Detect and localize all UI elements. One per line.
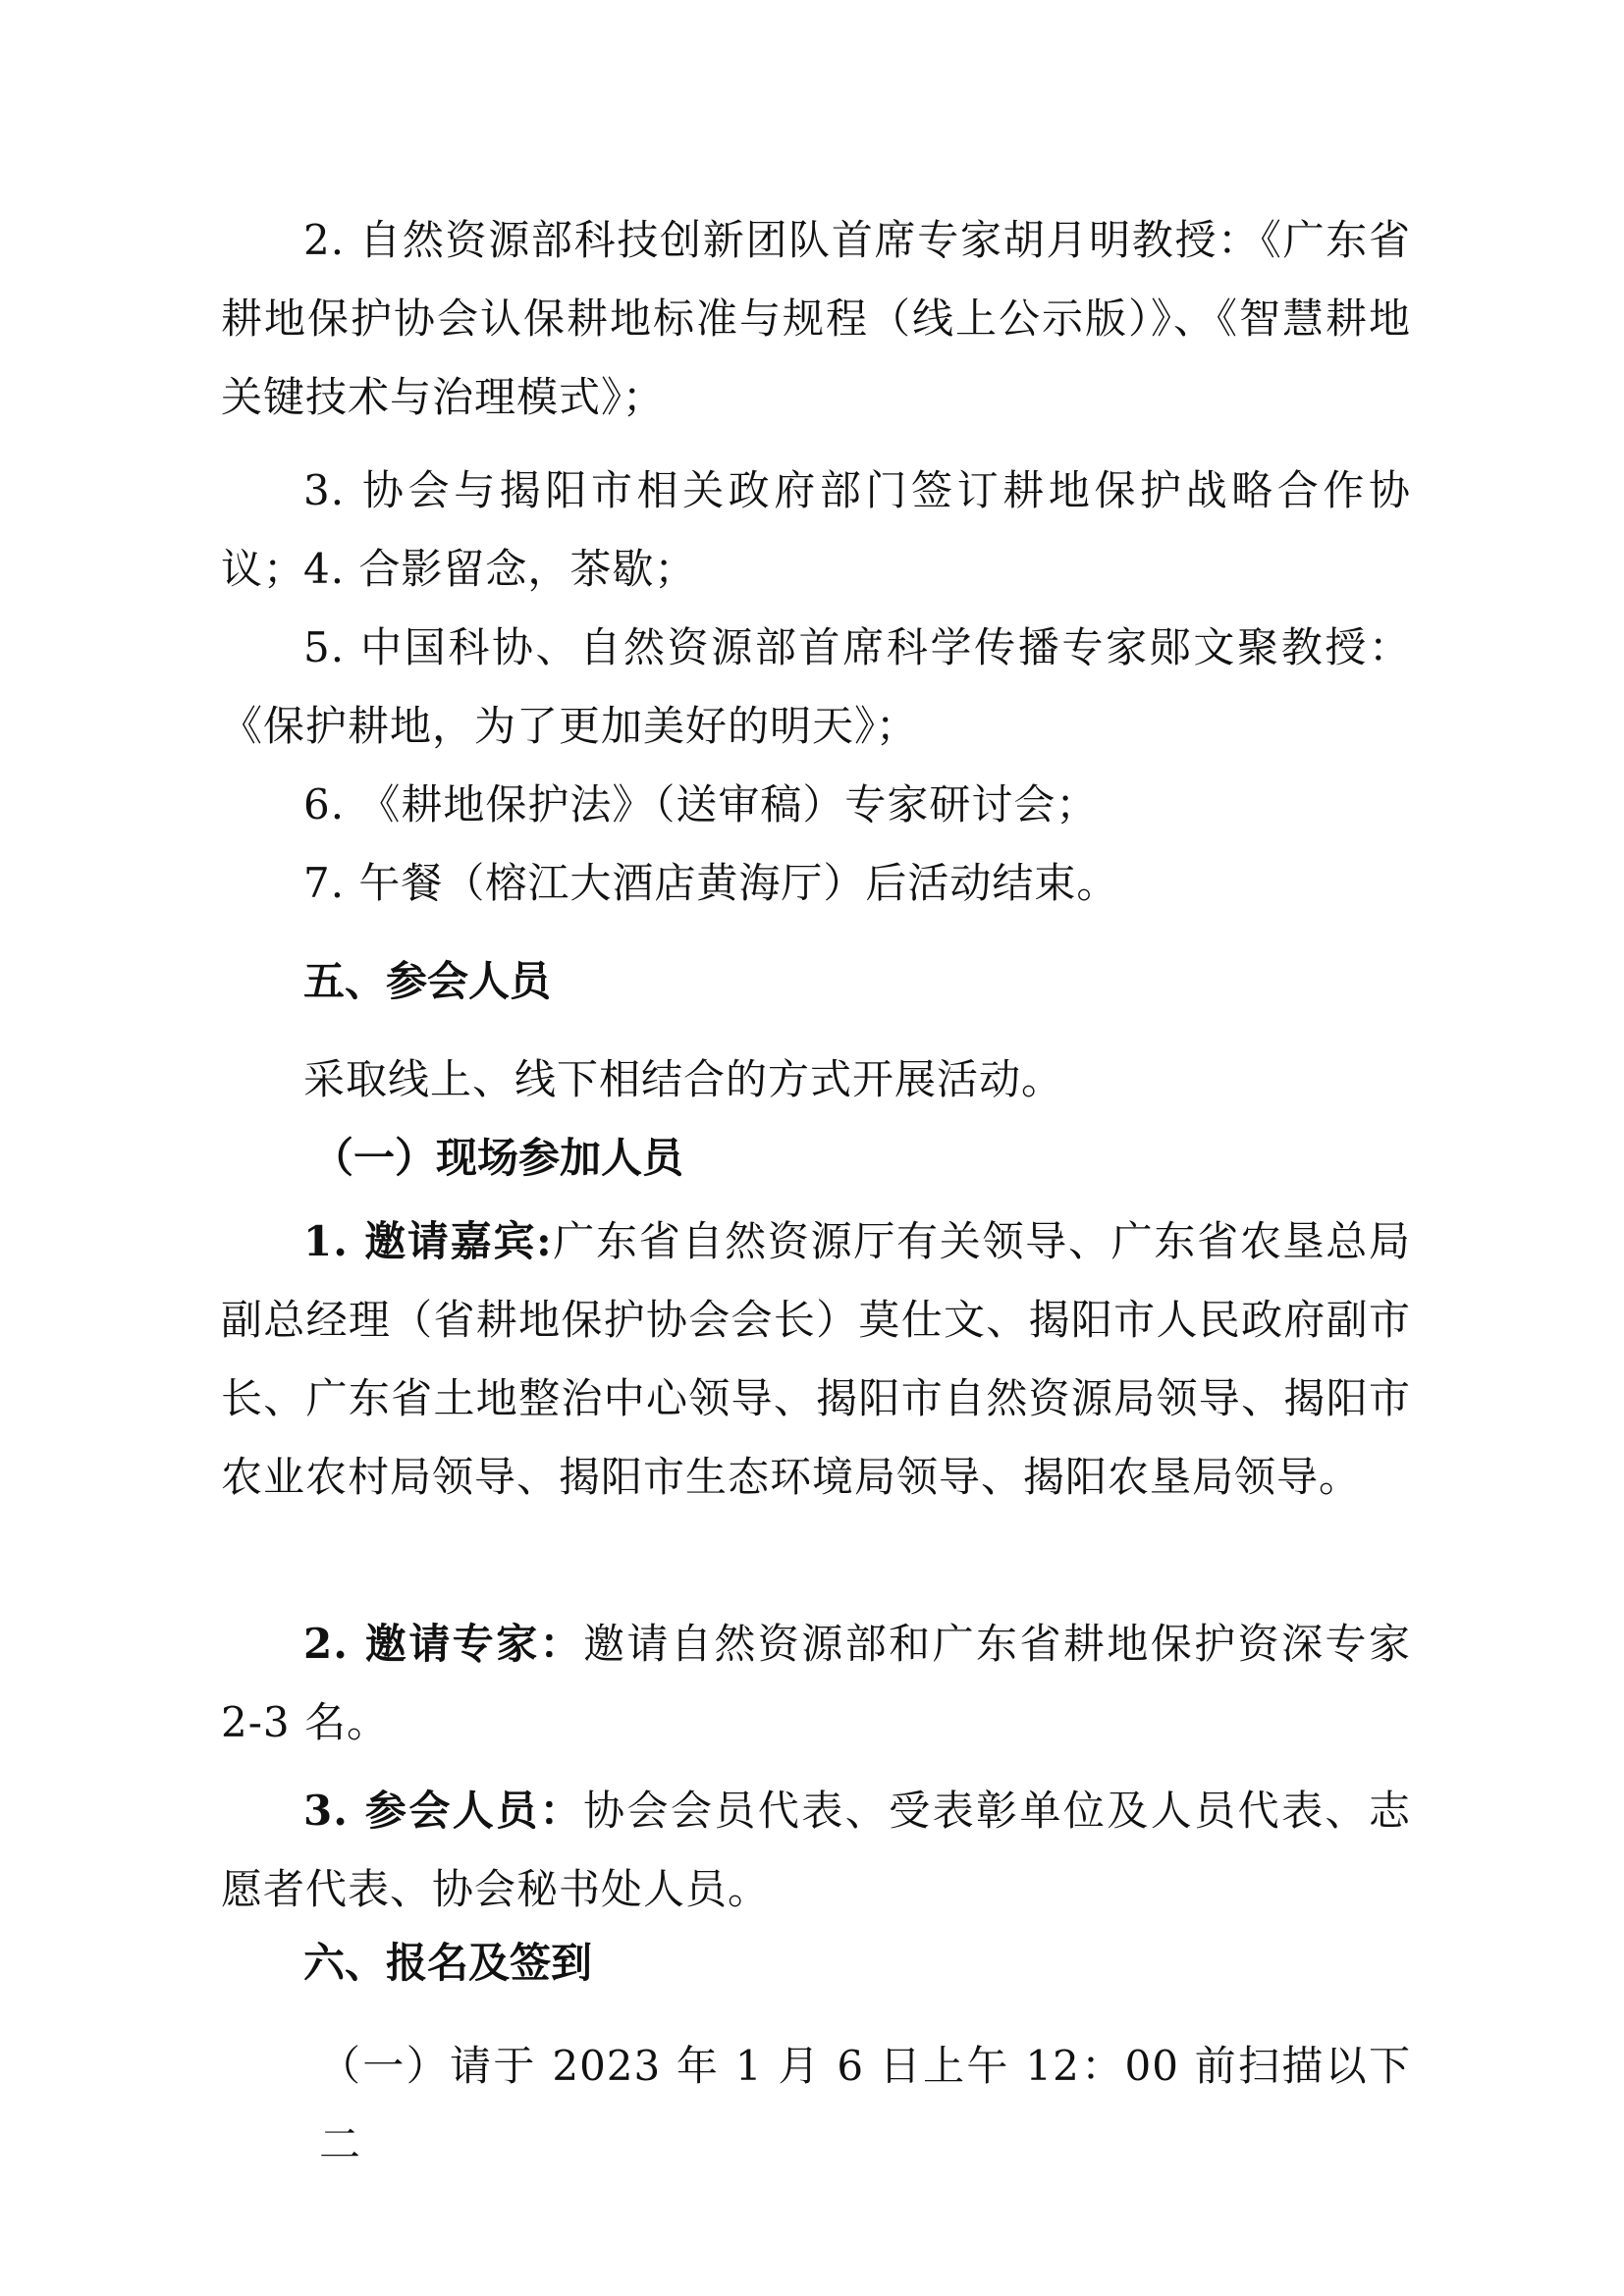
agenda-item-6: 6. 《耕地保护法》（送审稿）专家研讨会； (303, 780, 1099, 828)
attendance-intro: 采取线上、线下相结合的方式开展活动。 (303, 1055, 1064, 1103)
invited-guests-paragraph (221, 1202, 1411, 1517)
attendees-text: 协会会员代表、受表彰单位及人员代表、志愿者代表、协会秘书处人员。 (221, 1787, 1411, 1913)
agenda-item-3: 3. 协会与揭阳市相关政府部门签订耕地保护战略合作协议； (221, 466, 1411, 593)
invited-experts-text: 邀请自然资源部和广东省耕地保护资深专家2-3 名。 (221, 1620, 1411, 1746)
attendees-label: 3. 参会人员： (303, 1787, 584, 1835)
invited-experts-paragraph (221, 1605, 1411, 1762)
section-heading-attendees: 五、参会人员 (303, 957, 552, 1005)
agenda-item-4: 4. 合影留念，茶歇； (303, 545, 697, 593)
invited-guests-label: 1. 邀请嘉宾: (303, 1217, 553, 1265)
attendees-paragraph (221, 1772, 1411, 1929)
invited-experts-label: 2. 邀请专家： (303, 1620, 584, 1668)
registration-deadline-line: （一）请于 2023 年 1 月 6 日上午 12：00 前扫描以下二 (319, 2042, 1411, 2168)
agenda-item-2: 2. 自然资源部科技创新团队首席专家胡月明教授：《广东省耕地保护协会认保耕地标准与规程（线上公示版）》、《智慧耕地关键技术与治理模式》； (221, 216, 1411, 421)
section-heading-registration: 六、报名及签到 (303, 1939, 593, 1987)
agenda-item-5: 5. 中国科协、自然资源部首席科学传播专家郧文聚教授：《保护耕地，为了更加美好的明天》； (221, 623, 1411, 750)
agenda-item-7: 7. 午餐（榕江大酒店黄海厅）后活动结束。 (303, 859, 1119, 907)
subsection-heading-onsite: （一）现场参加人员 (312, 1134, 684, 1182)
invited-guests-text: 广东省自然资源厅有关领导、广东省农垦总局副总经理（省耕地保护协会会长）莫仕文、揭阳市人民政府副市长、广东省土地整治中心领导、揭阳市自然资源局领导、揭阳市农业农村局领导、揭阳市生态环境局领导、揭阳农垦局领导。 (221, 1217, 1411, 1501)
